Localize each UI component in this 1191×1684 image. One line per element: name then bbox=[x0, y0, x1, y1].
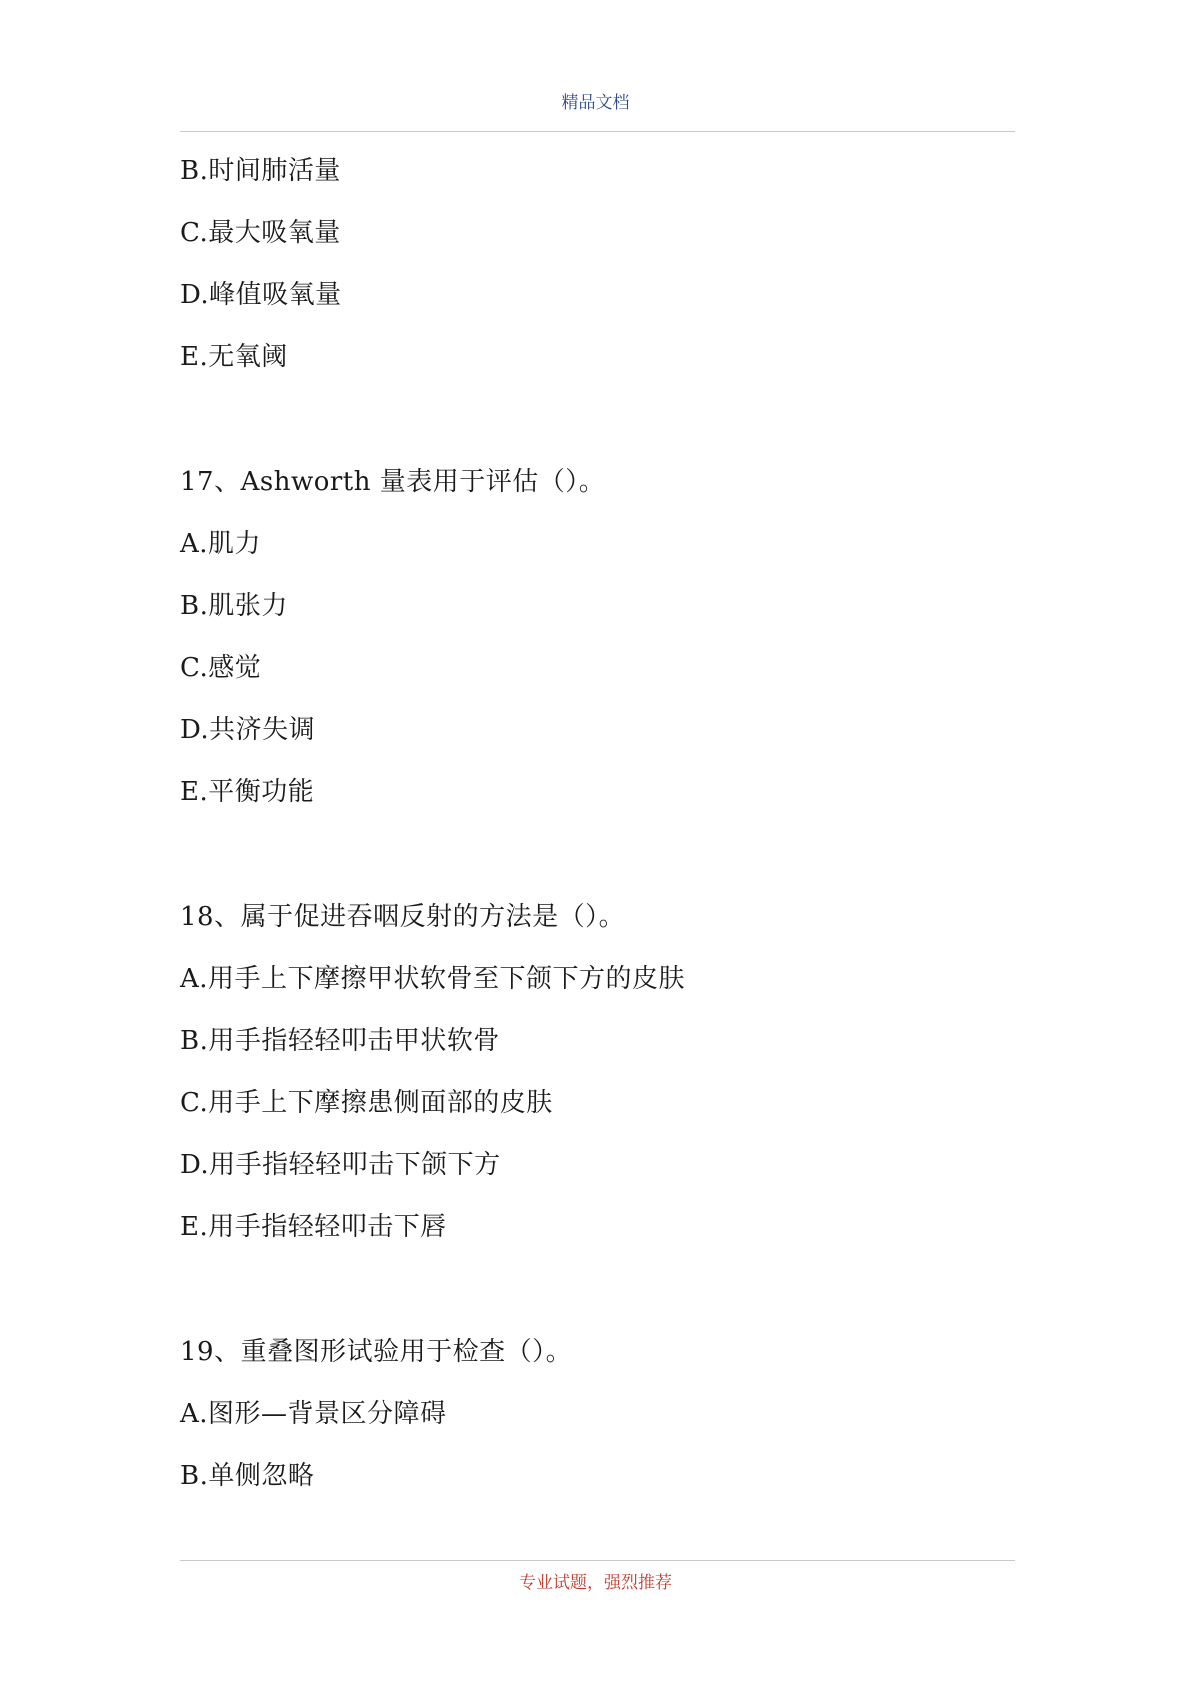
option-b: B.用手指轻轻叩击甲状软骨 bbox=[180, 1026, 500, 1056]
option-c: C.最大吸氧量 bbox=[180, 218, 341, 248]
question-17: 17、Ashworth 量表用于评估（）。 bbox=[180, 467, 606, 497]
option-a: A.肌力 bbox=[180, 529, 262, 559]
option-b: B.单侧忽略 bbox=[180, 1461, 315, 1491]
option-a: A.用手上下摩擦甲状软骨至下颌下方的皮肤 bbox=[180, 964, 686, 994]
option-e: E.无氧阈 bbox=[180, 342, 288, 372]
option-c: C.用手上下摩擦患侧面部的皮肤 bbox=[180, 1088, 553, 1118]
footer-divider bbox=[180, 1560, 1015, 1561]
option-d: D.共济失调 bbox=[180, 715, 316, 745]
option-e: E.平衡功能 bbox=[180, 777, 315, 807]
header-divider bbox=[180, 131, 1015, 132]
option-b: B.肌张力 bbox=[180, 591, 288, 621]
option-c: C.感觉 bbox=[180, 653, 262, 683]
question-18: 18、属于促进吞咽反射的方法是（）。 bbox=[180, 902, 626, 932]
option-b: B.时间肺活量 bbox=[180, 156, 341, 186]
page-header: 精品文档 bbox=[561, 93, 630, 113]
question-19: 19、重叠图形试验用于检查（）。 bbox=[180, 1337, 573, 1367]
option-e: E.用手指轻轻叩击下唇 bbox=[180, 1212, 447, 1242]
page-footer: 专业试题，强烈推荐 bbox=[519, 1573, 672, 1593]
option-a: A.图形—背景区分障碍 bbox=[180, 1399, 447, 1429]
option-d: D.峰值吸氧量 bbox=[180, 280, 342, 310]
option-d: D.用手指轻轻叩击下颌下方 bbox=[180, 1150, 501, 1180]
